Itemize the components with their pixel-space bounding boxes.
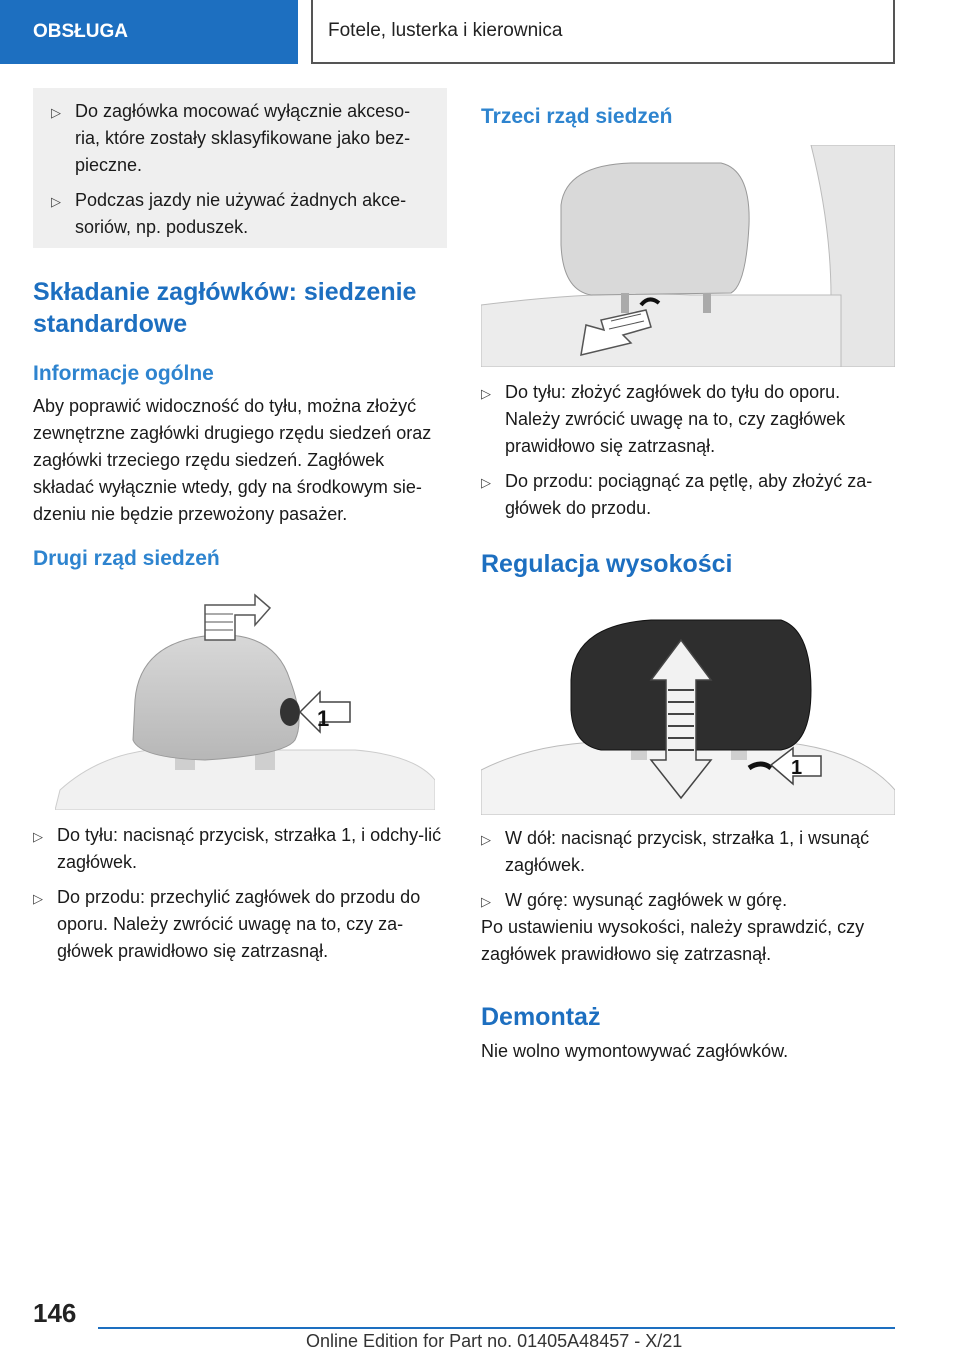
list-item: ▷ Do tyłu: złożyć zagłówek do tyłu do oporu. Należy zwrócić uwagę na to, czy zagłówek prawidłowo się zatrzasnął.: [481, 379, 895, 460]
section-tab: [0, 0, 298, 64]
general-info-text: Aby poprawić widoczność do tyłu, można złożyć zewnętrzne zagłówki drugiego rzędu siedzeń oraz zagłówki trzeciego rzędu siedzeń. Zagłówek składać wyłącznie wtedy, gdy na środkowym sie-dzeniu nie będzie przewożony pasażer.: [33, 396, 432, 524]
list-item: ▷ Podczas jazdy nie używać żadnych akce-soriów, np. poduszek.: [51, 187, 427, 241]
bullet-triangle-icon: ▷: [33, 829, 43, 844]
bullet-triangle-icon: ▷: [481, 475, 491, 490]
third-row-heading: Trzeci rząd siedzeń: [481, 105, 673, 128]
page-number: 146: [33, 1298, 77, 1328]
edition-text: Online Edition for Part no. 01405A48457 - X/21: [306, 1331, 683, 1351]
safety-note-box: [33, 88, 447, 248]
list-item: ▷ Do przodu: przechylić zagłówek do przodu do oporu. Należy zwrócić uwagę na to, czy za-główek prawidłowo się zatrzasnął.: [33, 884, 447, 965]
bullet-triangle-icon: ▷: [481, 894, 491, 909]
list-item: ▷ Do przodu: pociągnąć za pętlę, aby złożyć za-główek do przodu.: [481, 468, 895, 522]
figure-callout-1: 1: [317, 706, 330, 731]
height-adjust-text: Po ustawieniu wysokości, należy sprawdzić, czy zagłówek prawidłowo się zatrzasnął.: [481, 917, 865, 964]
list-item: ▷ Do zagłówka mocować wyłącznie akceso-ria, które zostały sklasyfikowane jako bez-pieczne.: [51, 98, 427, 179]
list-item: ▷ W dół: nacisnąć przycisk, strzałka 1, i wsunąć zagłówek.: [481, 825, 895, 879]
figure-callout-1: 1: [791, 757, 803, 779]
third-row-steps: [481, 379, 895, 530]
fold-arrow-icon: [205, 595, 270, 640]
height-adjust-steps: [481, 825, 895, 923]
list-item: ▷ W górę: wysunąć zagłówek w górę.: [481, 887, 895, 915]
second-row-heading: Drugi rząd siedzeń: [33, 547, 220, 570]
chapter-title: Fotele, lusterka i kierownica: [328, 20, 563, 41]
bullet-triangle-icon: ▷: [481, 832, 491, 847]
general-info-heading: Informacje ogólne: [33, 362, 214, 385]
chapter-header: [311, 0, 895, 64]
third-row-headrest-figure: [481, 145, 895, 367]
bullet-triangle-icon: ▷: [51, 105, 61, 120]
removal-text: Nie wolno wymontowywać zagłówków.: [481, 1041, 789, 1061]
section-title: OBSŁUGA: [33, 21, 128, 42]
second-row-steps: [33, 822, 447, 973]
second-row-headrest-figure: [55, 590, 435, 810]
list-item: ▷ Do tyłu: nacisnąć przycisk, strzałka 1, i odchy-lić zagłówek.: [33, 822, 447, 876]
bullet-triangle-icon: ▷: [51, 194, 61, 209]
height-adjust-heading: Regulacja wysokości: [481, 550, 733, 578]
removal-heading: Demontaż: [481, 1003, 601, 1031]
height-adjust-figure: [481, 600, 895, 815]
bullet-triangle-icon: ▷: [481, 386, 491, 401]
footer-divider: [98, 1327, 895, 1329]
bullet-triangle-icon: ▷: [33, 891, 43, 906]
folding-heading: Składanie zagłówków: siedzenie standardowe: [33, 278, 417, 338]
